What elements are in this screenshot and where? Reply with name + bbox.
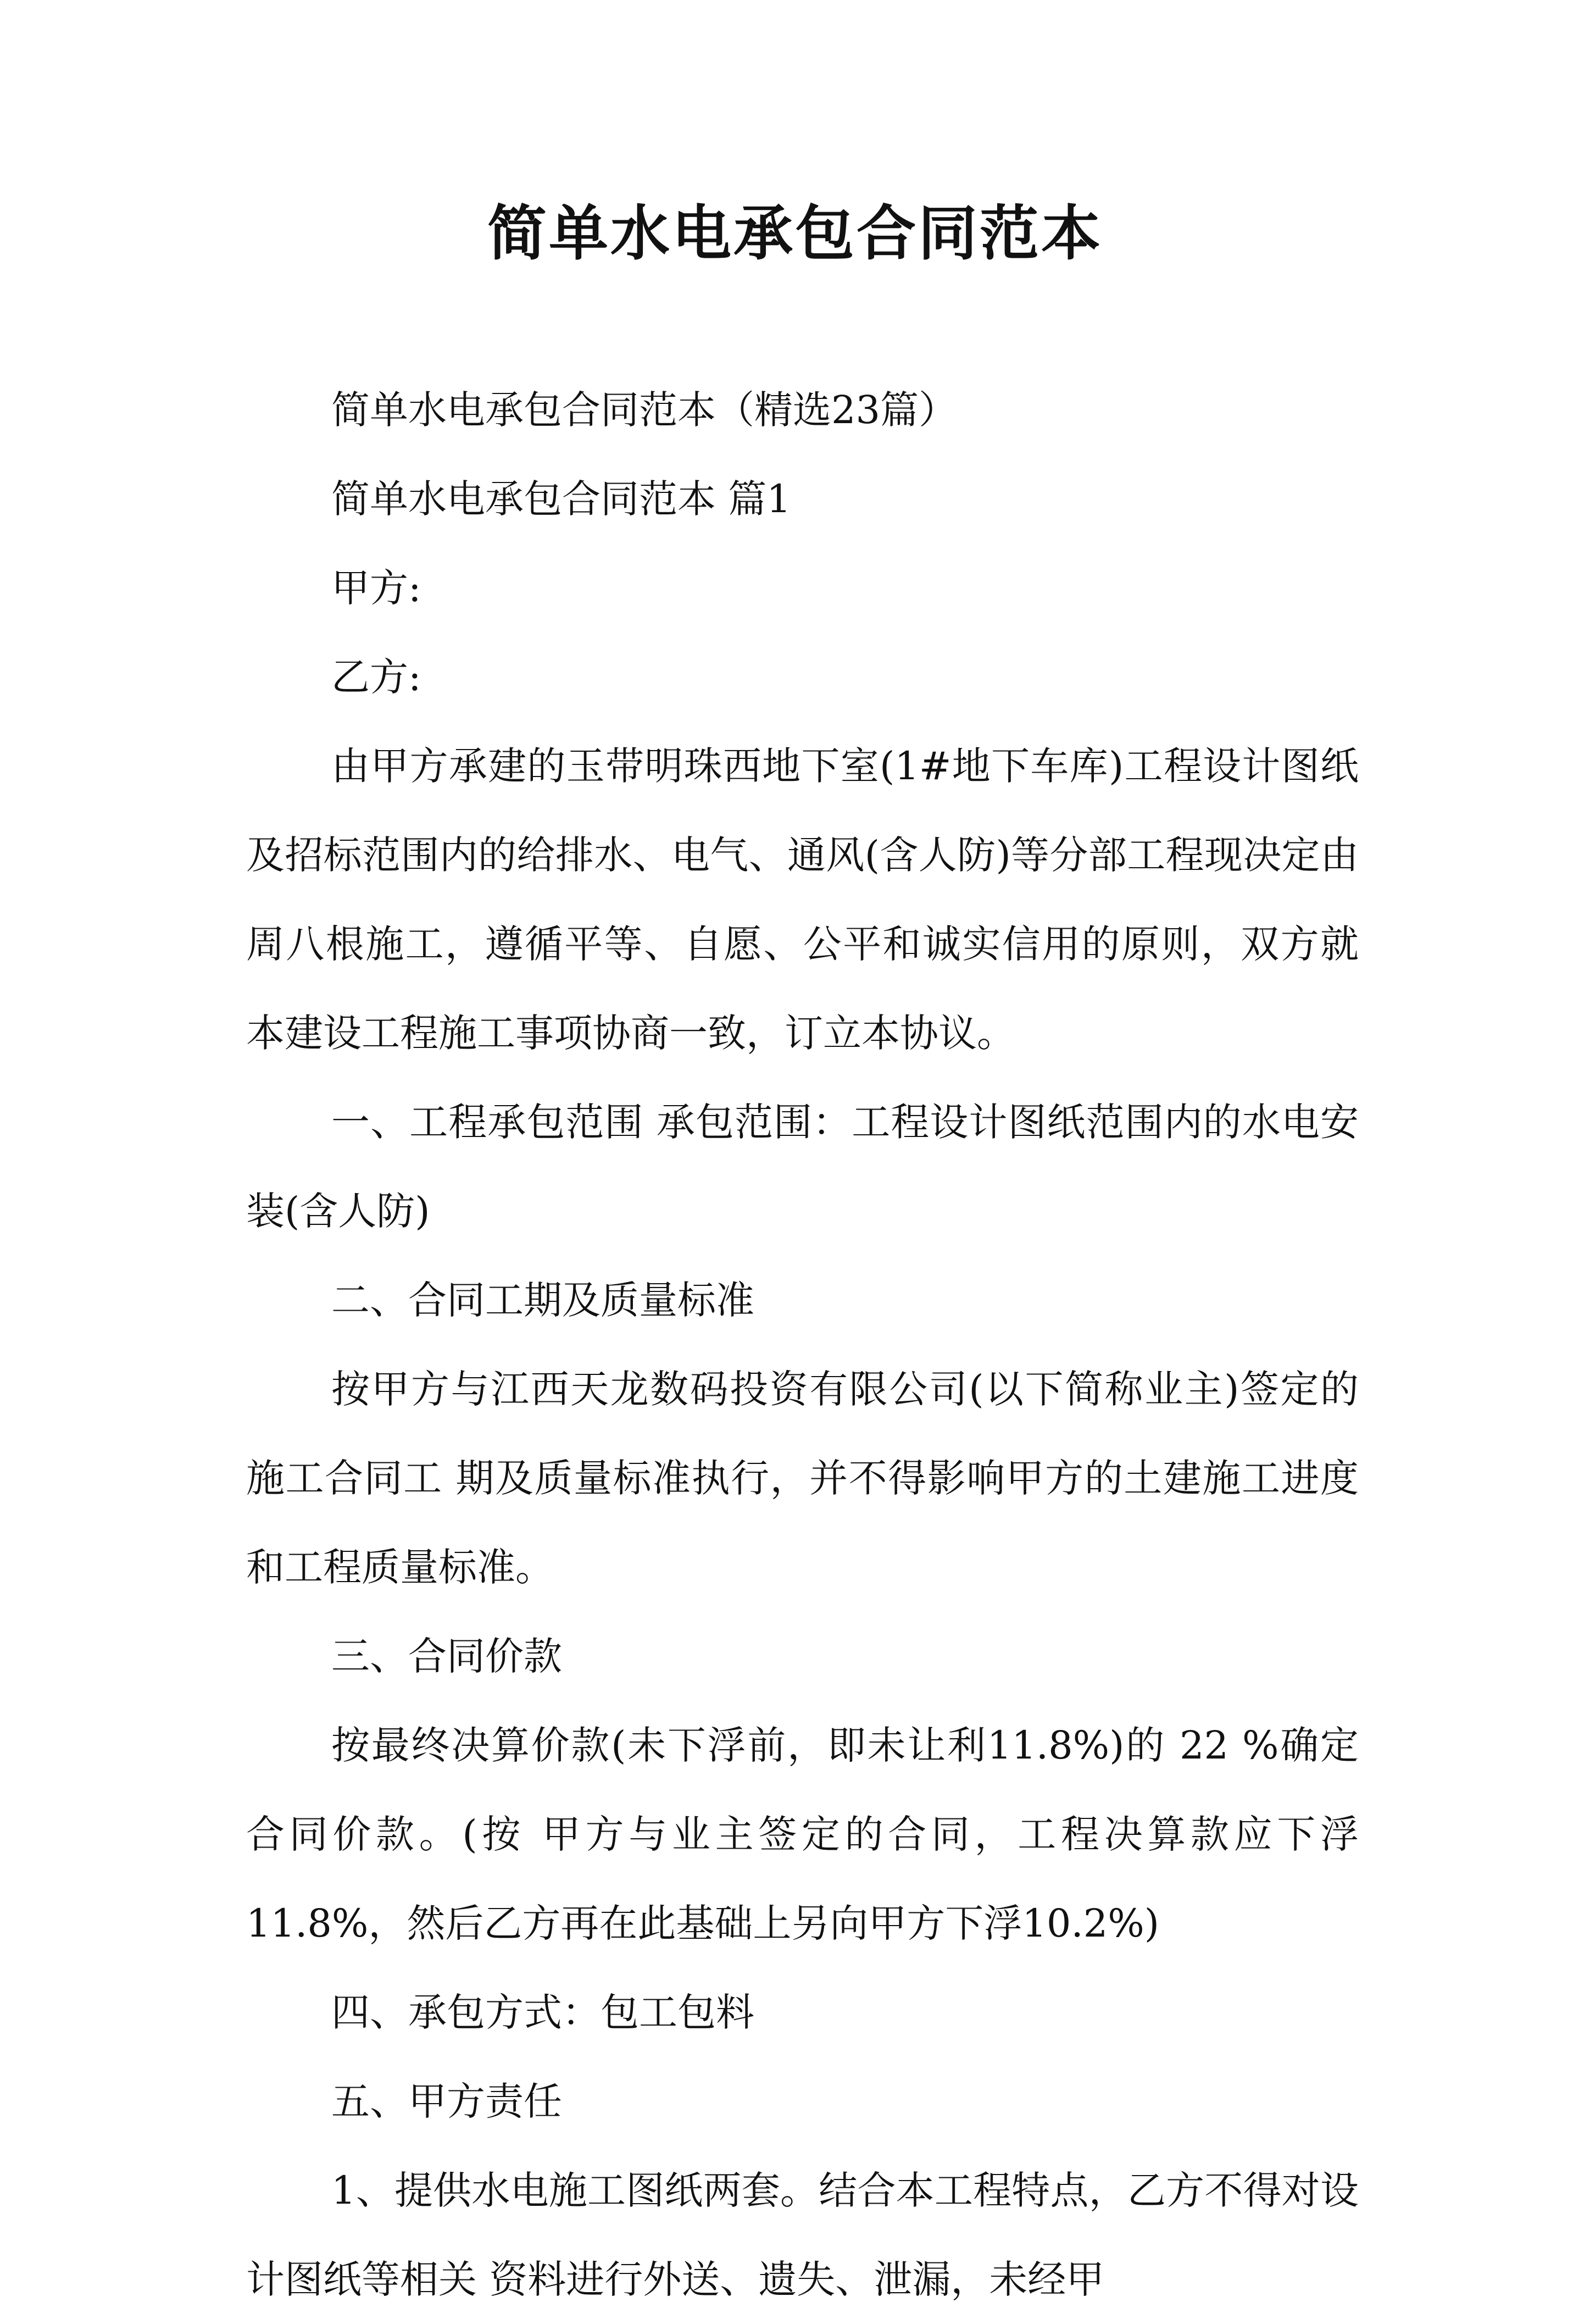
document-title: 简单水电承包合同范本 <box>487 199 1103 268</box>
paragraph-heading-party-a-duties: 五、甲方责任 <box>331 2079 562 2124</box>
paragraph-subtitle: 简单水电承包合同范本（精选23篇） <box>331 387 958 432</box>
paragraph-intro: 由甲方承建的玉带明珠西地下室(1#地下车库)工程设计图纸及招标范围内的给排水、电气、通风(含人防)等分部工程现决定由周八根施工，遵循平等、自愿、公平和诚实信用的原则，双方就本建设工程施工事项协商一致，订立本协议。 <box>246 744 1359 1056</box>
paragraph-scope: 一、工程承包范围 承包范围：工程设计图纸范围内的水电安装(含人防) <box>246 1100 1359 1234</box>
paragraph-party-a: 甲方: <box>331 565 421 611</box>
paragraph-schedule: 按甲方与江西天龙数码投资有限公司(以下简称业主)签定的施工合同工 期及质量标准执行，并不得影响甲方的土建施工进度和工程质量标准。 <box>246 1367 1359 1590</box>
paragraph-heading-price: 三、合同价款 <box>331 1634 562 1679</box>
paragraph-party-b: 乙方: <box>331 655 421 700</box>
paragraph-section-heading: 简单水电承包合同范本 篇1 <box>331 476 791 522</box>
paragraph-heading-schedule: 二、合同工期及质量标准 <box>331 1278 754 1323</box>
paragraph-contract-method: 四、承包方式：包工包料 <box>331 1990 754 2035</box>
paragraph-price: 按最终决算价款(未下浮前，即未让利11.8%)的 22 %确定合同价款。(按 甲方与业主签定的合同，工程决算款应下浮11.8%，然后乙方再在此基础上另向甲方下浮10.2%) <box>246 1723 1359 1946</box>
document-body <box>246 365 1359 2324</box>
paragraph-duty-1: 1、提供水电施工图纸两套。结合本工程特点，乙方不得对设计图纸等相关 资料进行外送、遗失、泄漏，未经甲 <box>246 2168 1359 2302</box>
